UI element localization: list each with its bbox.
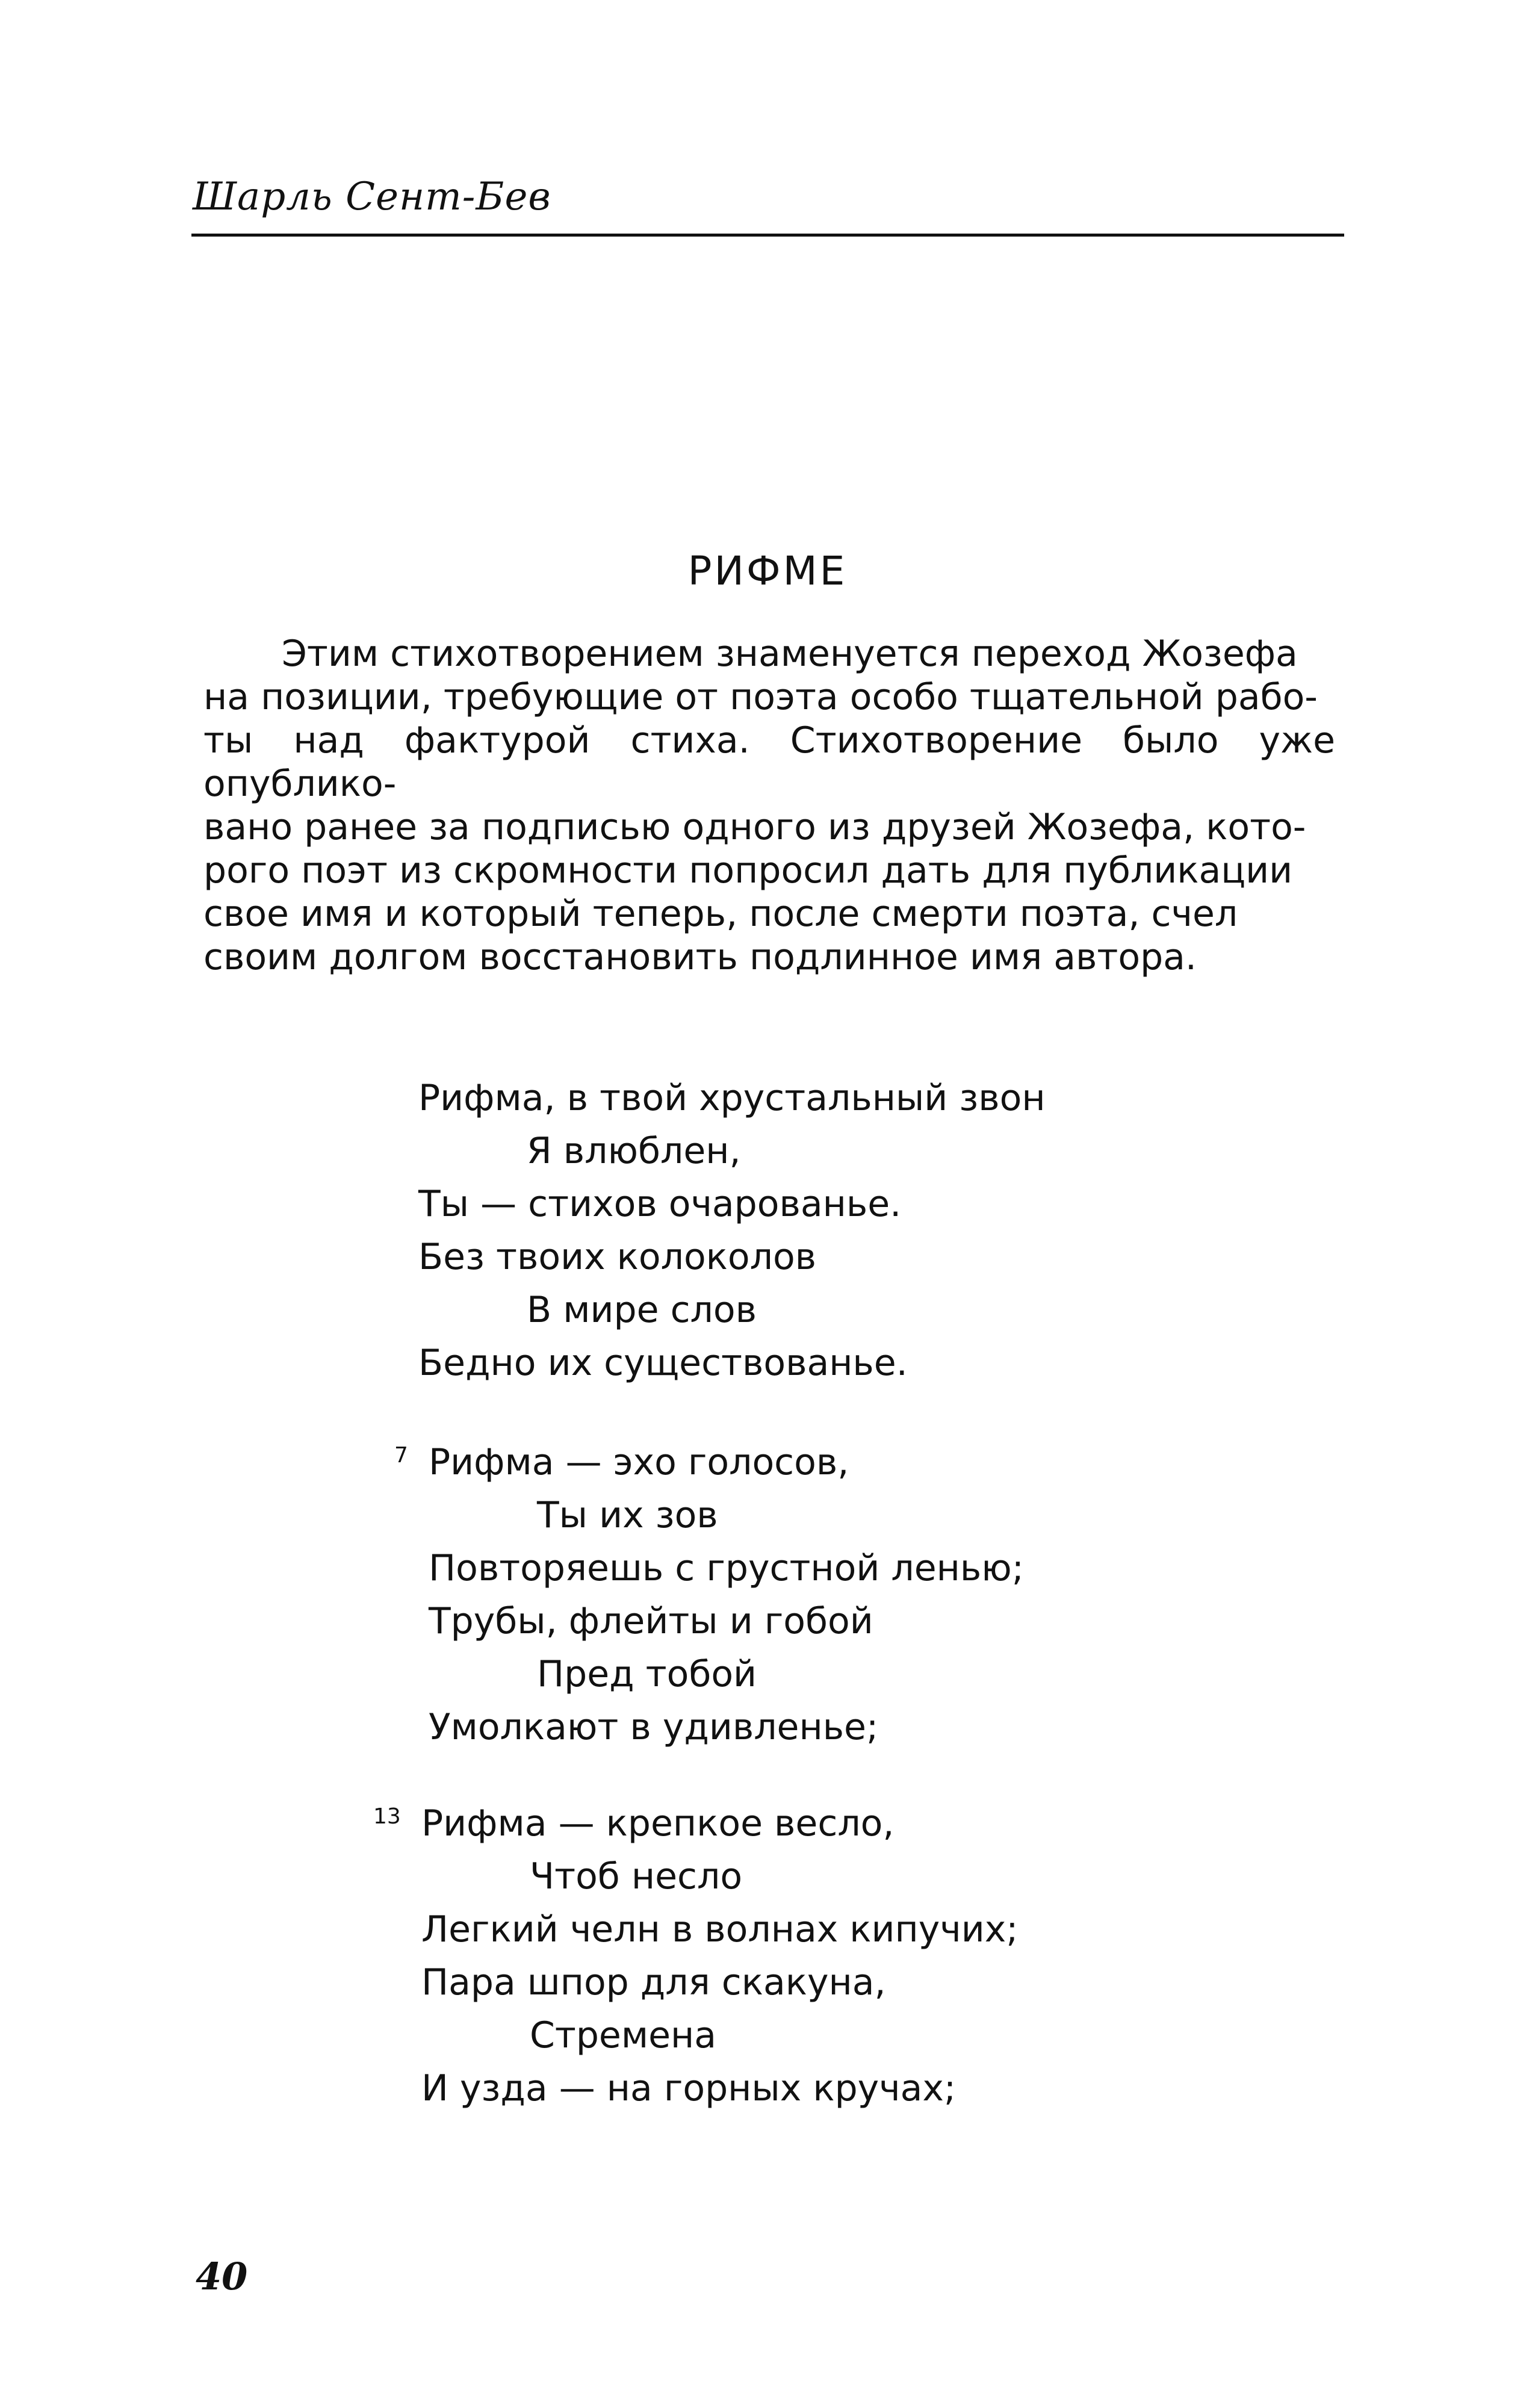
- verse-line: Легкий челн в волнах кипучих;: [421, 1908, 1019, 1950]
- verse-line: Трубы, флейты и гобой: [429, 1600, 873, 1642]
- line-number: 7: [394, 1443, 408, 1468]
- header-rule: [191, 234, 1344, 237]
- intro-line: рого поэт из скромности попросил дать для публикации: [203, 849, 1293, 892]
- verse-line: Пред тобой: [537, 1653, 757, 1695]
- verse-line: Ты их зов: [537, 1494, 718, 1536]
- intro-line: на позиции, требующие от поэта особо тщательной рабо-: [203, 676, 1318, 718]
- running-head: Шарль Сент-Бев: [193, 175, 551, 219]
- verse-line: И узда — на горных кручах;: [421, 2067, 957, 2109]
- intro-line: ты над фактурой стиха. Стихотворение было уже опублико-: [203, 719, 1335, 805]
- line-number: 13: [373, 1804, 401, 1829]
- intro-line: своим долгом восстановить подлинное имя автора.: [203, 936, 1197, 978]
- verse-line: Повторяешь с грустной ленью;: [429, 1547, 1024, 1589]
- verse-line: Без твоих колоколов: [418, 1236, 817, 1278]
- verse-line: Чтоб несло: [530, 1855, 743, 1898]
- verse-line: Рифма — крепкое весло,: [421, 1802, 895, 1845]
- intro-line: Этим стихотворением знаменуется переход Жозефа: [282, 633, 1298, 675]
- verse-line: Рифма — эхо голосов,: [429, 1441, 849, 1483]
- verse-line: Пара шпор для скакуна,: [421, 1961, 886, 2003]
- verse-line: В мире слов: [527, 1289, 757, 1331]
- intro-line: свое имя и который теперь, после смерти поэта, счел: [203, 893, 1238, 935]
- intro-paragraph: [203, 632, 1335, 979]
- poem-title: РИФМЕ: [687, 548, 848, 594]
- stanza-3: [421, 1797, 1018, 2115]
- verse-line: Бедно их существованье.: [418, 1342, 908, 1384]
- intro-line: вано ранее за подписью одного из друзей Жозефа, кото-: [203, 806, 1306, 848]
- verse-line: Стремена: [530, 2014, 717, 2056]
- stanza-2: [429, 1436, 1024, 1754]
- verse-line: Я влюблен,: [527, 1130, 741, 1172]
- stanza-1: [418, 1072, 1046, 1389]
- verse-line: Ты — стихов очарованье.: [418, 1183, 902, 1225]
- page-number: 40: [196, 2254, 248, 2298]
- verse-line: Умолкают в удивленье;: [429, 1706, 879, 1748]
- verse-line: Рифма, в твой хрустальный звон: [418, 1077, 1046, 1119]
